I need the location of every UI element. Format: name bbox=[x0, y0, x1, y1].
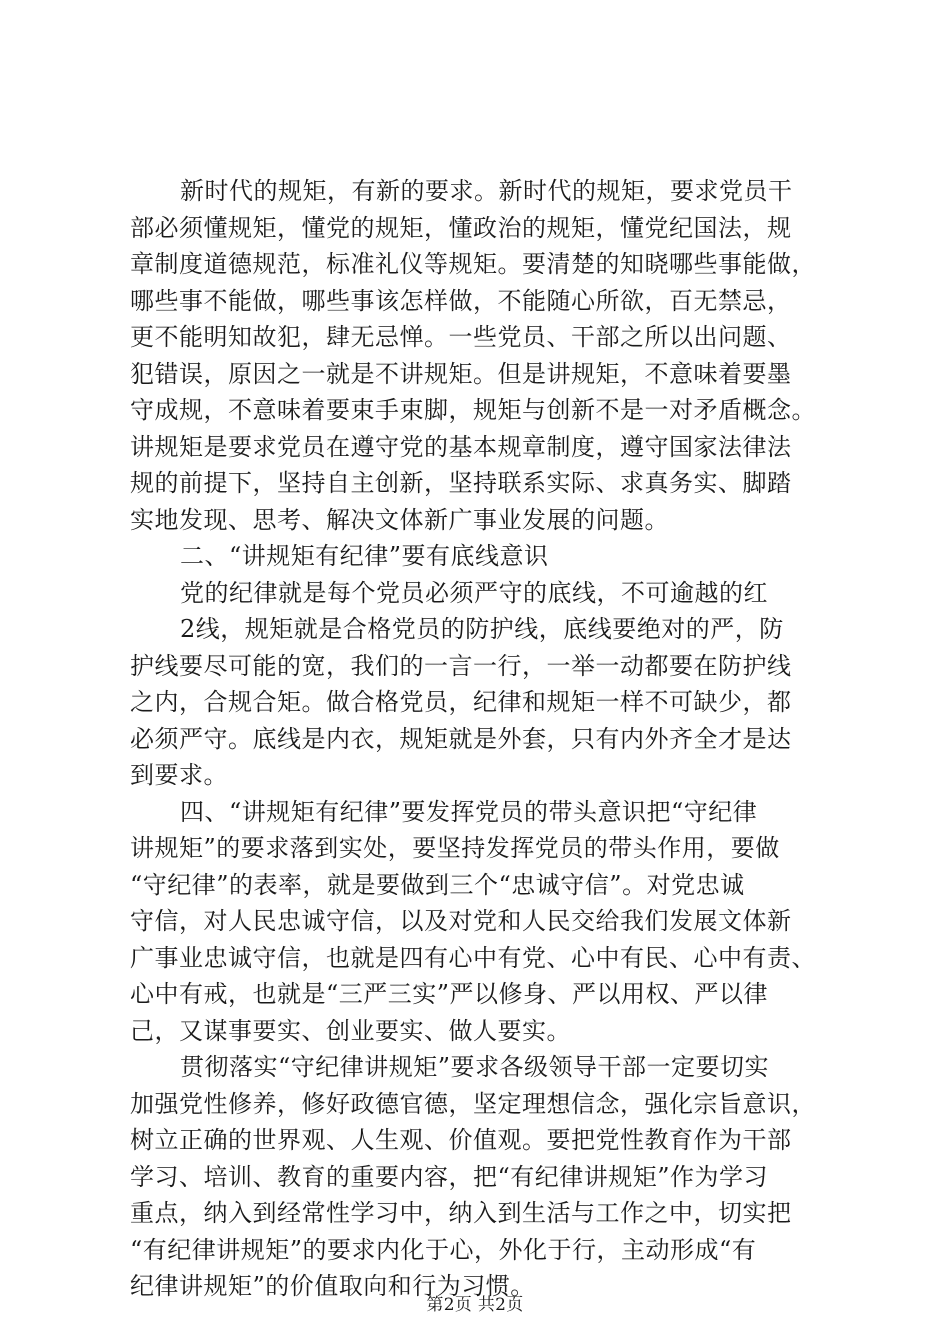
text-line: 守成规，不意味着要束手束脚，规矩与创新不是一对矛盾概念。 bbox=[130, 396, 816, 424]
text-line: 讲规矩是要求党员在遵守党的基本规章制度，遵守国家法律法 bbox=[130, 432, 792, 461]
text-line: 部必须懂规矩，懂党的规矩，懂政治的规矩，懂党纪国法，规 bbox=[130, 213, 792, 242]
text-line: 到要求。 bbox=[130, 761, 228, 789]
text-line: 贯彻落实“守纪律讲规矩”要求各级领导干部一定要切实 bbox=[180, 1053, 770, 1081]
text-line: 哪些事不能做，哪些事该怎样做，不能随心所欲，百无禁忌， bbox=[130, 286, 792, 315]
text-line: 二、“讲规矩有纪律”要有底线意识 bbox=[180, 542, 549, 570]
page-footer: 第2页 共2页 bbox=[426, 1295, 524, 1315]
text-line: “有纪律讲规矩”的要求内化于心，外化于行，主动形成“有 bbox=[130, 1235, 757, 1264]
document-body bbox=[130, 173, 850, 1305]
text-line: 规的前提下，坚持自主创新，坚持联系实际、求真务实、脚踏 bbox=[130, 469, 792, 497]
text-line: 犯错误，原因之一就是不讲规矩。但是讲规矩，不意味着要墨 bbox=[130, 359, 792, 388]
text-line: 2线，规矩就是合格党员的防护线，底线要绝对的严，防 bbox=[180, 615, 784, 643]
text-line: 章制度道德规范，标准礼仪等规矩。要清楚的知晓哪些事能做， bbox=[130, 250, 816, 278]
text-line: 实地发现、思考、解决文体新广事业发展的问题。 bbox=[130, 505, 669, 534]
text-line: 加强党性修养，修好政德官德，坚定理想信念，强化宗旨意识， bbox=[130, 1089, 816, 1118]
text-line: 重点，纳入到经常性学习中，纳入到生活与工作之中，切实把 bbox=[130, 1199, 792, 1227]
text-line: 守信，对人民忠诚守信，以及对党和人民交给我们发展文体新 bbox=[130, 907, 792, 935]
text-line: 树立正确的世界观、人生观、价值观。要把党性教育作为干部 bbox=[130, 1126, 792, 1154]
text-line: 之内，合规合矩。做合格党员，纪律和规矩一样不可缺少，都 bbox=[130, 688, 792, 716]
text-line: 新时代的规矩，有新的要求。新时代的规矩，要求党员干 bbox=[180, 177, 793, 205]
text-line: 护线要尽可能的宽，我们的一言一行，一举一动都要在防护线 bbox=[130, 651, 792, 680]
text-line: 广事业忠诚守信，也就是四有心中有党、心中有民、心中有责、 bbox=[130, 943, 816, 972]
text-line: 己，又谋事要实、创业要实、做人要实。 bbox=[130, 1016, 571, 1045]
text-line: 纪律讲规矩”的价值取向和行为习惯。 bbox=[130, 1272, 535, 1300]
text-line: 学习、培训、教育的重要内容，把“有纪律讲规矩”作为学习 bbox=[130, 1162, 769, 1191]
text-line: “守纪律”的表率，就是要做到三个“忠诚守信”。对党忠诚 bbox=[130, 870, 745, 899]
text-line: 讲规矩”的要求落到实处，要坚持发挥党员的带头作用，要做 bbox=[130, 834, 780, 862]
text-line: 四、“讲规矩有纪律”要发挥党员的带头意识把“守纪律 bbox=[180, 797, 758, 826]
text-line: 心中有戒，也就是“三严三实”严以修身、严以用权、严以律 bbox=[130, 980, 769, 1008]
text-line: 党的纪律就是每个党员必须严守的底线，不可逾越的红 bbox=[180, 578, 768, 607]
text-line: 更不能明知故犯，肆无忌惮。一些党员、干部之所以出问题、 bbox=[130, 323, 792, 351]
text-line: 必须严守。底线是内衣，规矩就是外套，只有内外齐全才是达 bbox=[130, 724, 792, 753]
